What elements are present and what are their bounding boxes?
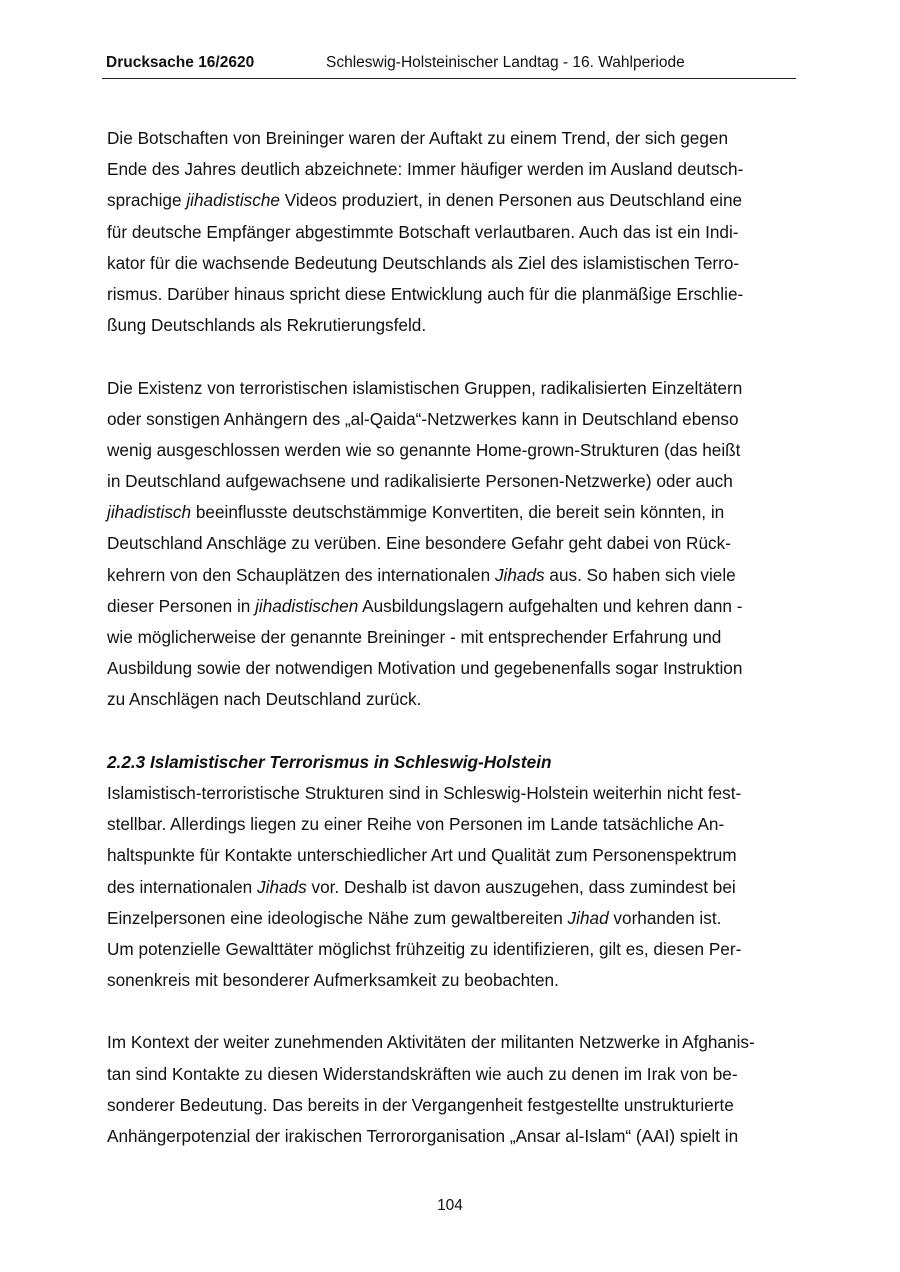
text-segment: stellbar. Allerdings liegen zu einer Reihe von Personen im Lande tatsächliche An- (107, 814, 725, 835)
text-line (107, 560, 797, 591)
text-line (107, 591, 797, 622)
text-segment: Im Kontext der weiter zunehmenden Aktivitäten der militanten Netzwerke in Afghanis- (107, 1032, 755, 1053)
text-line (107, 1027, 797, 1058)
text-line (107, 965, 797, 996)
text-segment: tan sind Kontakte zu diesen Widerstandskräften wie auch zu denen im Irak von be- (107, 1063, 738, 1084)
paragraph-gap (107, 996, 797, 1027)
text-line (107, 310, 797, 341)
paragraph-2 (107, 373, 797, 716)
text-line (107, 1059, 797, 1090)
text-segment: Einzelpersonen eine ideologische Nähe zum gewaltbereiten (107, 907, 568, 928)
text-line (107, 185, 797, 216)
text-segment: haltspunkte für Kontakte unterschiedlicher Art und Qualität zum Personenspektrum (107, 845, 737, 866)
text-segment: wenig ausgeschlossen werden wie so genannte Home-grown-Strukturen (das heißt (107, 439, 741, 460)
document-number: Drucksache 16/2620 (106, 54, 255, 71)
page-header (102, 52, 796, 79)
italic-term: Jihads (257, 876, 307, 897)
text-line (107, 528, 797, 559)
text-line (107, 684, 797, 715)
page-content (107, 123, 797, 1152)
text-segment: sonenkreis mit besonderer Aufmerksamkeit zu beobachten. (107, 970, 559, 991)
text-segment: vorhanden ist. (608, 907, 722, 928)
text-line (107, 778, 797, 809)
paragraph-gap (107, 341, 797, 372)
text-line (107, 248, 797, 279)
text-segment: für deutsche Empfänger abgestimmte Botschaft verlautbaren. Auch das ist ein Indi- (107, 221, 739, 242)
text-line (107, 903, 797, 934)
text-segment: sprachige (107, 190, 187, 211)
text-line (107, 466, 797, 497)
text-segment: sonderer Bedeutung. Das bereits in der Vergangenheit festgestellte unstrukturierte (107, 1094, 734, 1115)
paragraph-1 (107, 123, 797, 341)
text-line (107, 279, 797, 310)
italic-term: Jihads (494, 564, 545, 585)
text-segment: wie möglicherweise der genannte Breininger - mit entsprechender Erfahrung und (107, 627, 722, 647)
text-segment: Die Botschaften von Breininger waren der Auftakt zu einem Trend, der sich gegen (107, 128, 729, 148)
text-line (107, 840, 797, 871)
text-segment: des internationalen (107, 876, 258, 897)
text-segment: zu Anschlägen nach Deutschland zurück. (107, 689, 422, 710)
italic-term: Jihad (567, 907, 609, 928)
text-line (107, 217, 797, 248)
italic-term: jihadistische (186, 190, 280, 211)
text-line (107, 809, 797, 840)
text-segment: beeinflusste deutschstämmige Konvertiten, die bereit sein könnten, in (191, 502, 725, 523)
text-line (107, 934, 797, 965)
text-line (107, 435, 797, 466)
text-line (107, 1090, 797, 1121)
text-line (107, 872, 797, 903)
text-segment: vor. Deshalb ist davon auszugehen, dass zumindest bei (306, 876, 736, 897)
text-segment: Anhängerpotenzial der irakischen Terrororganisation „Ansar al-Islam“ (AAI) spielt in (107, 1126, 739, 1146)
text-segment: kehrern von den Schauplätzen des internationalen (107, 564, 495, 585)
paragraph-4 (107, 1027, 797, 1152)
text-segment: aus. So haben sich viele (544, 564, 736, 585)
text-segment: in Deutschland aufgewachsene und radikalisierte Personen-Netzwerke) oder auch (107, 471, 733, 492)
text-line (107, 404, 797, 435)
text-line (107, 123, 797, 154)
italic-term: jihadistischen (255, 595, 359, 616)
text-segment: Videos produziert, in denen Personen aus Deutschland eine (279, 190, 743, 211)
text-segment: Die Existenz von terroristischen islamistischen Gruppen, radikalisierten Einzeltätern (107, 377, 743, 398)
text-segment: Deutschland Anschläge zu verüben. Eine besondere Gefahr geht dabei von Rück- (107, 533, 731, 554)
text-segment: Ausbildungslagern aufgehalten und kehren dann - (358, 595, 743, 616)
text-line (107, 373, 797, 404)
text-segment: ßung Deutschlands als Rekrutierungsfeld. (107, 315, 427, 336)
text-segment: kator für die wachsende Bedeutung Deutschlands als Ziel des islamistischen Terro- (107, 252, 740, 273)
text-line (107, 1121, 797, 1152)
page-number: 104 (437, 1197, 463, 1214)
header-title: Schleswig-Holsteinischer Landtag - 16. Wahlperiode (326, 54, 685, 71)
text-segment: oder sonstigen Anhängern des „al-Qaida“-Netzwerkes kann in Deutschland ebenso (107, 408, 739, 429)
text-segment: Ende des Jahres deutlich abzeichnete: Immer häufiger werden im Ausland deutsch- (107, 159, 744, 180)
text-segment: rismus. Darüber hinaus spricht diese Entwicklung auch für die planmäßige Erschlie- (107, 283, 744, 304)
text-line (107, 653, 797, 684)
text-segment: Um potenzielle Gewalttäter möglichst frühzeitig zu identifizieren, gilt es, diesen Per- (107, 938, 742, 959)
paragraph-3 (107, 778, 797, 996)
text-segment: Islamistisch-terroristische Strukturen sind in Schleswig-Holstein weiterhin nicht fest- (107, 782, 742, 803)
text-line (107, 622, 797, 653)
text-line (107, 497, 797, 528)
text-segment: Ausbildung sowie der notwendigen Motivation und gegebenenfalls sogar Instruktion (107, 658, 743, 679)
paragraph-gap (107, 716, 797, 747)
text-segment: dieser Personen in (107, 595, 256, 616)
text-line (107, 154, 797, 185)
section-heading: 2.2.3 Islamistischer Terrorismus in Schleswig-Holstein (107, 751, 552, 772)
italic-term: jihadistisch (107, 502, 192, 523)
